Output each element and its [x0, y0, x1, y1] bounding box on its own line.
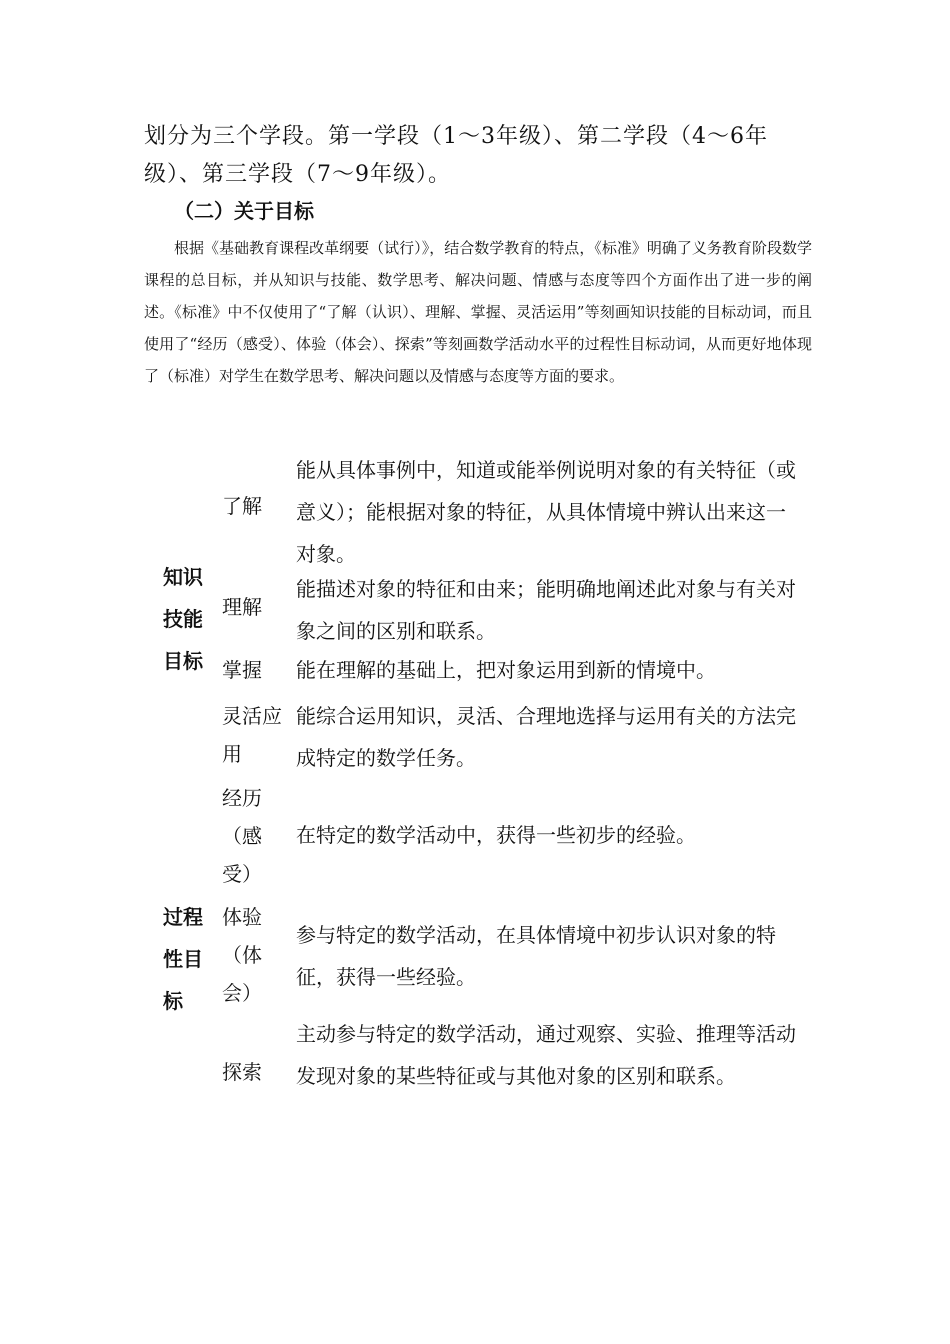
term-flexible-apply: 灵活应用: [222, 704, 282, 766]
term-comprehend: 理解: [222, 595, 262, 619]
category-knowledge-skill: 知识技能目标: [163, 565, 203, 673]
desc-master: 能在理解的基础上，把对象运用到新的情境中。: [296, 658, 716, 682]
desc-understand-basic: 能从具体事例中，知道或能举例说明对象的有关特征（或意义）；能根据对象的特征，从具体情境中辨认出来这一对象。: [296, 458, 796, 566]
section-heading: （二）关于目标: [174, 199, 314, 223]
term-engage: 体验（体会）: [222, 905, 262, 1005]
term-understand-basic: 了解: [222, 494, 262, 518]
desc-comprehend: 能描述对象的特征和由来；能明确地阐述此对象与有关对象之间的区别和联系。: [296, 577, 796, 643]
term-experience: 经历（感受）: [222, 786, 262, 886]
term-master: 掌握: [222, 658, 262, 682]
desc-engage: 参与特定的数学活动，在具体情境中初步认识对象的特征，获得一些经验。: [296, 923, 776, 989]
term-explore: 探索: [222, 1060, 262, 1084]
category-process: 过程性目标: [163, 905, 203, 1013]
intro-paragraph: 划分为三个学段。第一学段（1～3年级）、第二学段（4～6年级）、第三学段（7～9年级）。: [144, 124, 768, 187]
desc-experience: 在特定的数学活动中，获得一些初步的经验。: [296, 823, 696, 847]
section-body-paragraph: 根据《基础教育课程改革纲要（试行）》，结合数学教育的特点，《标准》明确了义务教育阶段数学课程的总目标，并从知识与技能、数学思考、解决问题、情感与态度等四个方面作出了进一步的阐述。《标准》中不仅使用了“了解（认识）、理解、掌握、灵活运用”等刻画知识技能的目标动词，而且使用了“经历（感受）、体验（体会）、探索”等刻画数学活动水平的过程性目标动词，从而更好地体现了（标准）对学生在数学思考、解决问题以及情感与态度等方面的要求。: [144, 239, 812, 385]
desc-explore: 主动参与特定的数学活动，通过观察、实验、推理等活动发现对象的某些特征或与其他对象的区别和联系。: [296, 1022, 796, 1088]
desc-flexible-apply: 能综合运用知识，灵活、合理地选择与运用有关的方法完成特定的数学任务。: [296, 704, 796, 770]
